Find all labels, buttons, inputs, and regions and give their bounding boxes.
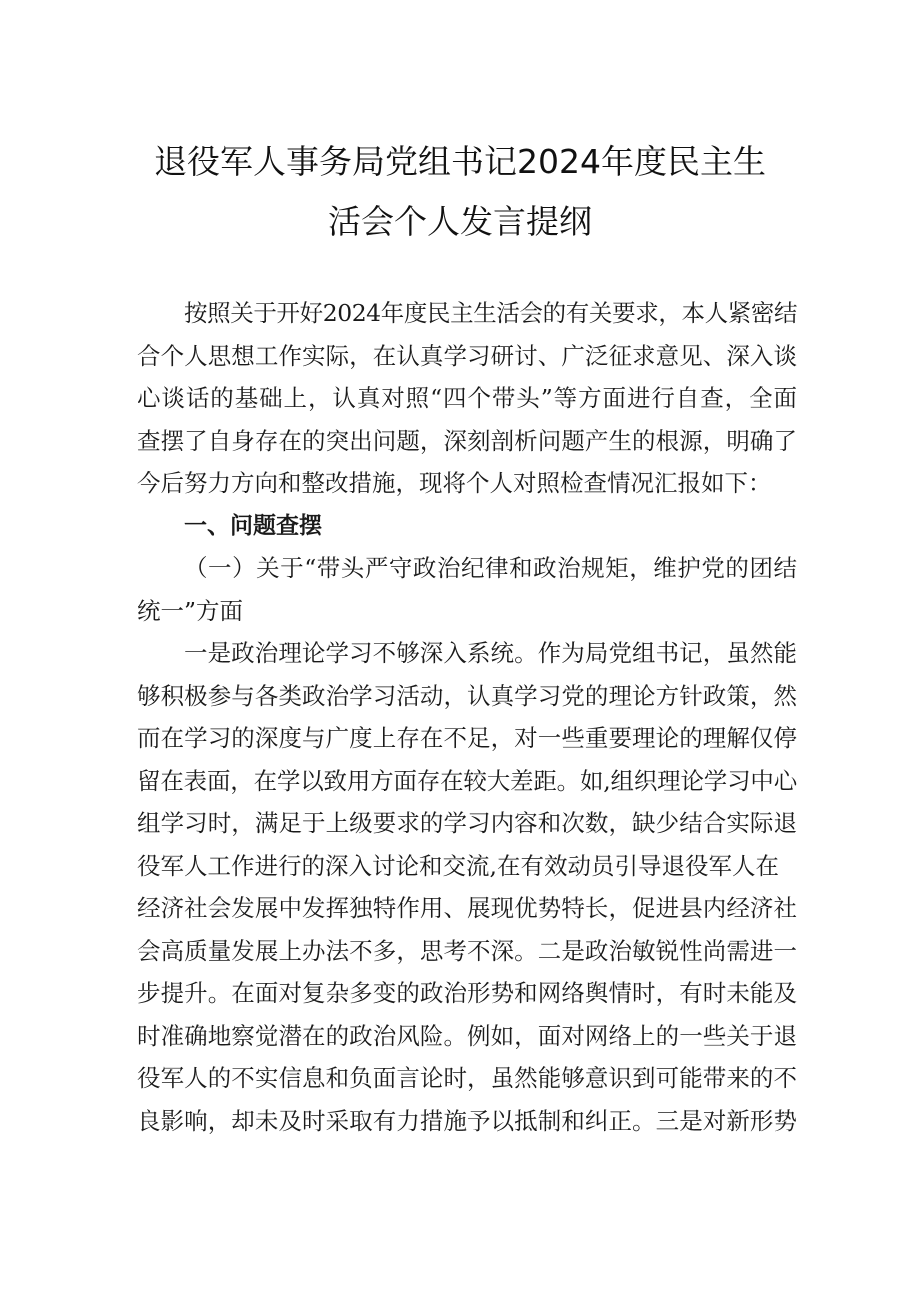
paragraph-line: 查摆了自身存在的突出问题，深刻剖析问题产生的根源，明确了	[137, 426, 797, 455]
paragraph-line: 良影响，却未及时采取有力措施予以抵制和纠正。三是对新形势	[137, 1106, 797, 1135]
paragraph-line: 合个人思想工作实际，在认真学习研讨、广泛征求意见、深入谈	[137, 341, 797, 370]
paragraph-line: 会高质量发展上办法不多，思考不深。二是政治敏锐性尚需进一	[137, 936, 797, 965]
paragraph-line: 按照关于开好2024年度民主生活会的有关要求，本人紧密结	[184, 299, 797, 327]
document-title-line-1: 退役军人事务局党组书记2024年度民主生	[154, 142, 766, 181]
paragraph-line: 役军人的不实信息和负面言论时，虽然能够意识到可能带来的不	[137, 1064, 797, 1092]
paragraph-line: 今后努力方向和整改措施，现将个人对照检查情况汇报如下：	[137, 469, 772, 497]
subsection-heading-line: 统一”方面	[137, 596, 244, 625]
paragraph-line: 留在表面，在学以致用方面存在较大差距。如,组织理论学习中心	[137, 766, 797, 795]
paragraph-line: 步提升。在面对复杂多变的政治形势和网络舆情时，有时未能及	[137, 979, 797, 1007]
document-body	[137, 292, 797, 1142]
paragraph-line: 心谈话的基础上，认真对照“四个带头”等方面进行自查，全面	[137, 384, 797, 412]
paragraph-line: 组学习时，满足于上级要求的学习内容和次数，缺少结合实际退	[137, 809, 797, 837]
section-heading: 一、问题查摆	[184, 512, 322, 539]
document-title-line-2: 活会个人发言提纲	[328, 202, 592, 241]
paragraph-line: 经济社会发展中发挥独特作用、展现优势特长，促进县内经济社	[137, 894, 797, 922]
paragraph-line: 而在学习的深度与广度上存在不足，对一些重要理论的理解仅停	[137, 724, 797, 752]
paragraph-line: 役军人工作进行的深入讨论和交流,在有效动员引导退役军人在	[137, 851, 779, 880]
paragraph-line: 一是政治理论学习不够深入系统。作为局党组书记，虽然能	[184, 639, 797, 667]
paragraph-line: 时准确地察觉潜在的政治风险。例如，面对网络上的一些关于退	[137, 1021, 797, 1050]
subsection-heading-line: （一）关于“带头严守政治纪律和政治规矩，维护党的团结	[184, 554, 797, 582]
paragraph-line: 够积极参与各类政治学习活动，认真学习党的理论方针政策，然	[137, 681, 797, 710]
